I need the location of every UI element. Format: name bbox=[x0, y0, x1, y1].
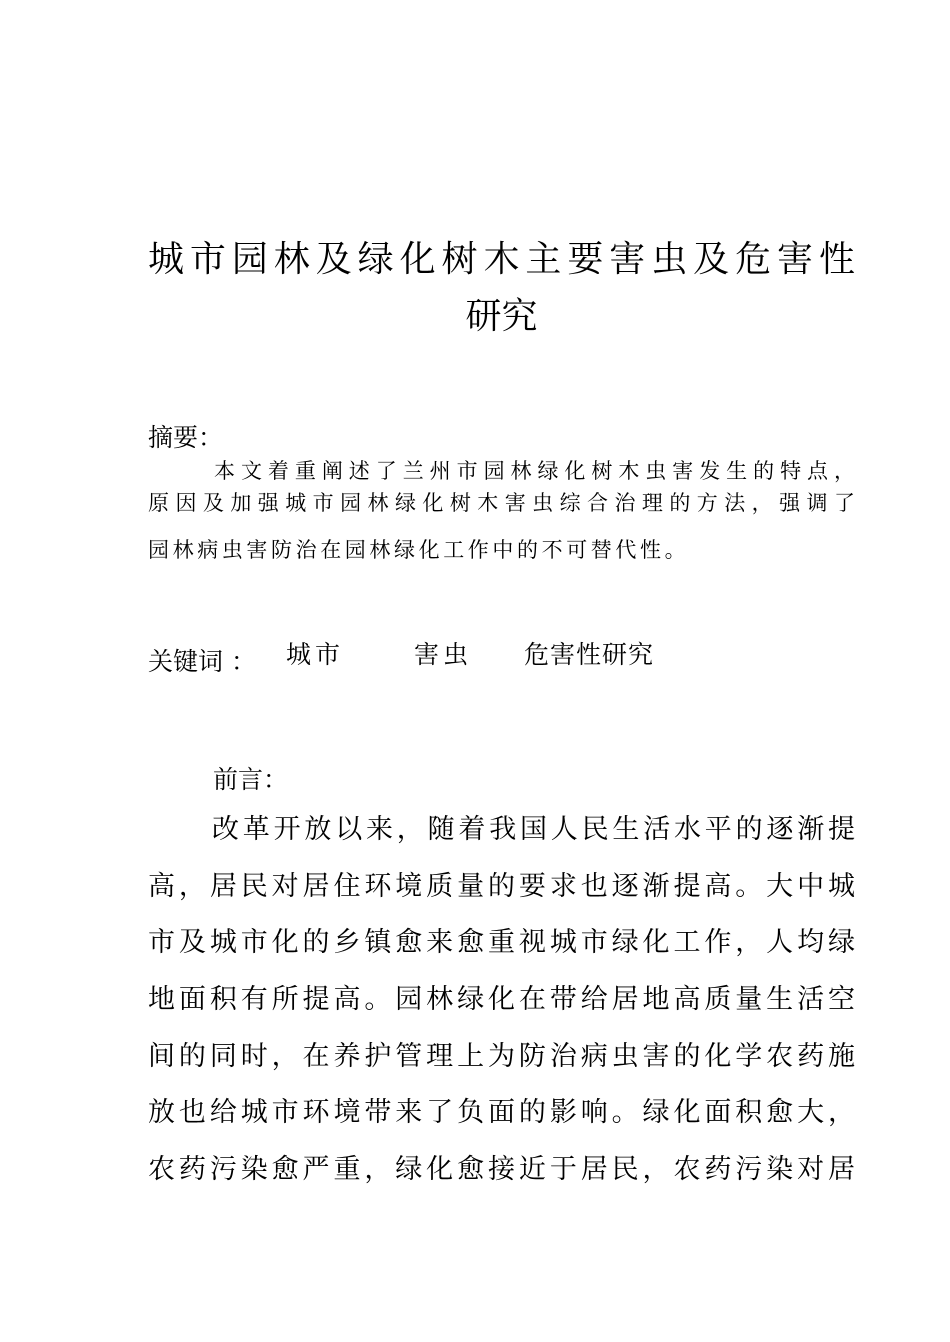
preface-line: 地面积有所提高。园林绿化在带给居地高质量生活空 bbox=[148, 984, 855, 1015]
preface-line: 市及城市化的乡镇愈来愈重视城市绿化工作，人均绿 bbox=[148, 927, 855, 958]
keyword: 城市 bbox=[286, 640, 345, 669]
title-line-1: 城市园林及绿化树木主要害虫及危害性 bbox=[148, 239, 855, 280]
keywords-label: 关键词 ： bbox=[148, 647, 256, 676]
abstract-line-3: 园林病虫害防治在园林绿化工作中的不可替代性。 bbox=[148, 538, 690, 562]
preface-line: 农药污染愈严重，绿化愈接近于居民，农药污染对居 bbox=[148, 1154, 855, 1185]
keyword: 害虫 bbox=[414, 640, 473, 669]
preface-line: 高，居民对居住环境质量的要求也逐渐提高。大中城 bbox=[148, 871, 855, 902]
preface-line: 改革开放以来，随着我国人民生活水平的逐渐提 bbox=[212, 814, 855, 845]
abstract-line-2: 原因及加强城市园林绿化树木害虫综合治理的方法，强调了 bbox=[148, 491, 855, 515]
abstract-heading: 摘要： bbox=[148, 423, 224, 452]
preface-line: 放也给城市环境带来了负面的影响。绿化面积愈大， bbox=[148, 1097, 855, 1128]
preface-heading: 前言： bbox=[213, 765, 289, 794]
title-line-2: 研究 bbox=[465, 296, 538, 337]
keywords bbox=[148, 642, 855, 676]
keyword: 危害性研究 bbox=[524, 640, 655, 669]
preface-line: 间的同时，在养护管理上为防治病虫害的化学农药施 bbox=[148, 1041, 855, 1072]
abstract-line-1: 本文着重阐述了兰州市园林绿化树木虫害发生的特点， bbox=[214, 459, 855, 483]
